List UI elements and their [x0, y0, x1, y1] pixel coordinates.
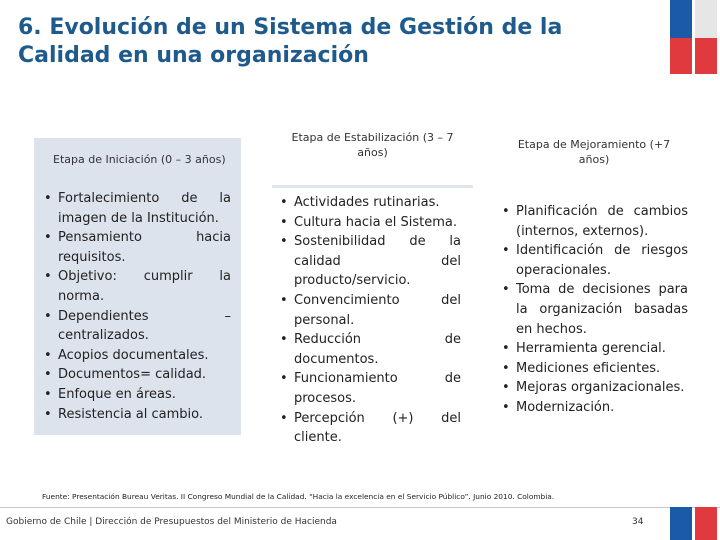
list-item: • Objetivo: cumplir la norma. — [44, 267, 231, 306]
list-item: • Documentos= calidad. — [44, 365, 231, 385]
stage-stabilization-list — [280, 193, 461, 448]
list-item: • Funcionamiento de procesos. — [280, 369, 461, 408]
corner-stripe-red — [695, 507, 717, 540]
source-citation: Fuente: Presentación Bureau Veritas. II Congreso Mundial de la Calidad. “Hacia la excelencia en el Servicio Público”. Junio 2010. Colombia. — [42, 492, 555, 501]
footer-divider — [0, 507, 720, 508]
list-item: • Enfoque en áreas. — [44, 385, 231, 405]
list-item: • Dependientes – centralizados. — [44, 307, 231, 346]
list-item: • Actividades rutinarias. — [280, 193, 461, 213]
footer-text: Gobierno de Chile | Dirección de Presupuestos del Ministerio de Hacienda — [6, 517, 337, 527]
list-item: • Pensamiento hacia requisitos. — [44, 228, 231, 267]
list-item: • Acopios documentales. — [44, 346, 231, 366]
list-item: • Mediciones eficientes. — [502, 359, 688, 379]
stage-initiation-panel — [34, 138, 241, 435]
list-item: • Herramienta gerencial. — [502, 339, 688, 359]
flag-stripe-blue-red — [670, 0, 692, 74]
page-number: 34 — [632, 517, 644, 527]
stage-improvement-panel — [496, 120, 692, 452]
list-item: • Planificación de cambios (internos, externos). — [502, 202, 688, 241]
stage-initiation-heading: Etapa de Iniciación (0 – 3 años) — [53, 153, 226, 166]
list-item: • Resistencia al cambio. — [44, 405, 231, 425]
list-item: • Cultura hacia el Sistema. — [280, 213, 461, 233]
slide-title: 6. Evolución de un Sistema de Gestión de la Calidad en una organización — [18, 15, 563, 68]
stage-stabilization-heading: Etapa de Estabilización (3 – 7 años) — [291, 131, 454, 159]
list-item: • Toma de decisiones para la organización basadas en hechos. — [502, 280, 688, 339]
stage-initiation-list — [44, 189, 231, 424]
list-item: • Fortalecimiento de la imagen de la Institución. — [44, 189, 231, 228]
list-item: • Mejoras organizacionales. — [502, 378, 688, 398]
stage-stabilization-panel — [272, 120, 473, 452]
list-item: • Reducción de documentos. — [280, 330, 461, 369]
stage-improvement-heading: Etapa de Mejoramiento (+7 años) — [517, 138, 671, 166]
list-item: • Sostenibilidad de la calidad del producto/servicio. — [280, 232, 461, 291]
list-item: • Identificación de riesgos operacionales. — [502, 241, 688, 280]
flag-stripe-white-red — [695, 0, 717, 74]
corner-stripe-blue — [670, 507, 692, 540]
list-item: • Percepción (+) del cliente. — [280, 409, 461, 448]
list-item: • Convencimiento del personal. — [280, 291, 461, 330]
list-item: • Modernización. — [502, 398, 688, 418]
stage-improvement-list — [502, 202, 688, 418]
